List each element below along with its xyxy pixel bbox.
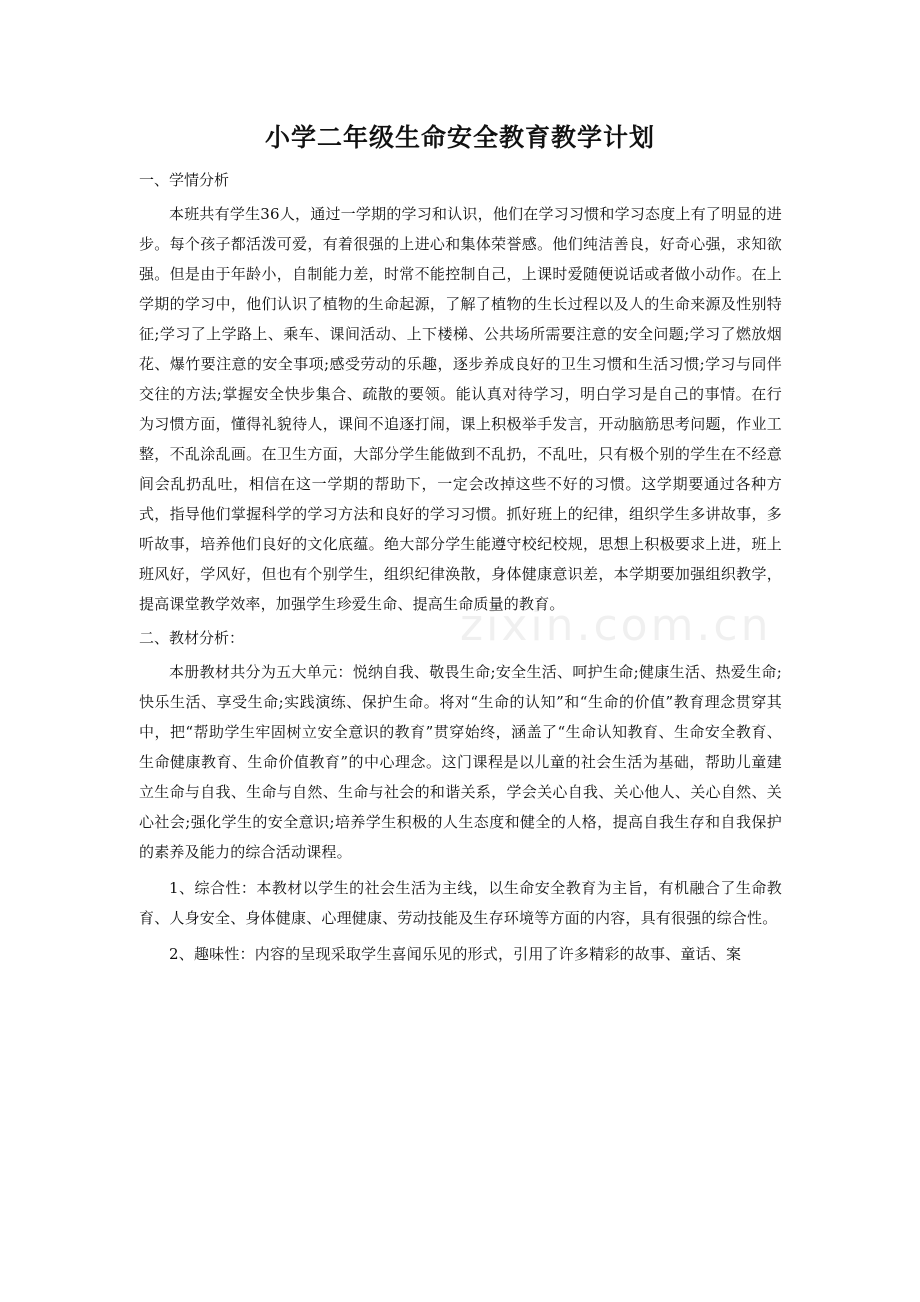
document-title: 小学二年级生命安全教育教学计划: [264, 123, 655, 152]
document-body: [139, 165, 782, 969]
watermark: zixin.com.cn: [460, 600, 772, 651]
point-comprehensive: 1、综合性：本教材以学生的社会生活为主线，以生命安全教育为主旨，有机融合了生命教育、人身安全、身体健康、心理健康、劳动技能及生存环境等方面的内容，具有很强的综合性。: [139, 879, 782, 927]
textbook-analysis-paragraph: 本册教材共分为五大单元：悦纳自我、敬畏生命;安全生活、呵护生命;健康生活、热爱生命;快乐生活、享受生命;实践演练、保护生命。将对“生命的认知”和“生命的价值”教育理念贯穿其中，把“帮助学生牢固树立安全意识的教育”贯穿始终，涵盖了“生命认知教育、生命安全教育、生命健康教育、生命价值教育”的中心理念。这门课程是以儿童的社会生活为基础，帮助儿童建立生命与自我、生命与自然、生命与社会的和谐关系，学会关心自我、关心他人、关心自然、关心社会;强化学生的安全意识;培养学生积极的人生态度和健全的人格，提高自我生存和自我保护的素养及能力的综合活动课程。: [139, 663, 782, 861]
section-heading-textbook-analysis: 二、教材分析：: [139, 629, 245, 647]
point-interesting: 2、趣味性：内容的呈现采取学生喜闻乐见的形式，引用了许多精彩的故事、童话、案: [169, 945, 742, 963]
section-heading-situation-analysis: 一、学情分析: [139, 171, 230, 189]
situation-analysis-paragraph: 本班共有学生36人，通过一学期的学习和认识，他们在学习习惯和学习态度上有了明显的进步。每个孩子都活泼可爱，有着很强的上进心和集体荣誉感。他们纯洁善良，好奇心强，求知欲强。但是由于年龄小，自制能力差，时常不能控制自己，上课时爱随便说话或者做小动作。在上学期的学习中，他们认识了植物的生命起源，了解了植物的生长过程以及人的生命来源及性别特征;学习了上学路上、乘车、课间活动、上下楼梯、公共场所需要注意的安全问题;学习了燃放烟花、爆竹要注意的安全事项;感受劳动的乐趣，逐步养成良好的卫生习惯和生活习惯;学习与同伴交往的方法;掌握安全快步集合、疏散的要领。能认真对待学习，明白学习是自己的事情。在行为习惯方面，懂得礼貌待人，课间不追逐打闹，课上积极举手发言，开动脑筋思考问题，作业工整，不乱涂乱画。在卫生方面，大部分学生能做到不乱扔，不乱吐，只有极个别的学生在不经意间会乱扔乱吐，相信在这一学期的帮助下，一定会改掉这些不好的习惯。这学期要通过各种方式，指导他们掌握科学的学习方法和良好的学习习惯。抓好班上的纪律，组织学生多讲故事，多听故事，培养他们良好的文化底蕴。绝大部分学生能遵守校纪校规，思想上积极要求上进，班上班风好，学风好，但也有个别学生，组织纪律涣散，身体健康意识差，本学期要加强组织教学，提高课堂教学效率，加强学生珍爱生命、提高生命质量的教育。: [139, 205, 782, 613]
